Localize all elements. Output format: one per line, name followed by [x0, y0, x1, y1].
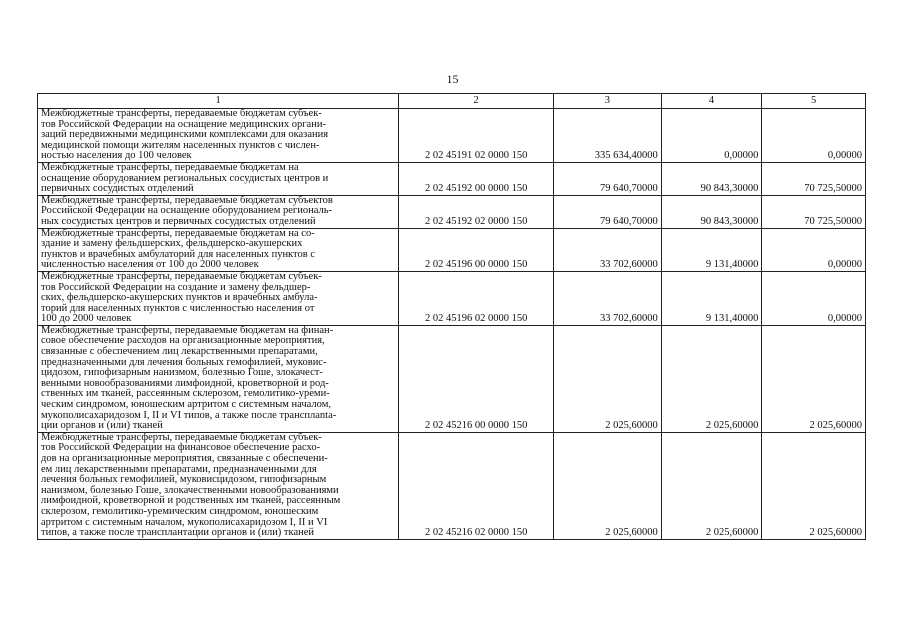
row-code: 2 02 45192 00 0000 150 [399, 162, 554, 195]
header-col-1: 1 [38, 94, 399, 109]
table-row [38, 228, 866, 271]
row-value-2: 9 131,40000 [661, 228, 762, 271]
row-value-2: 90 843,30000 [661, 195, 762, 228]
row-code: 2 02 45216 02 0000 150 [399, 432, 554, 539]
row-description: Межбюджетные трансферты, передаваемые бюджетам на оснащение оборудованием региональных сосудистых центров и первичных сосудистых отделений [38, 162, 399, 195]
row-code: 2 02 45216 00 0000 150 [399, 325, 554, 432]
row-value-3: 0,00000 [762, 271, 866, 325]
row-value-1: 33 702,60000 [554, 271, 662, 325]
row-value-2: 0,00000 [661, 109, 762, 163]
row-value-1: 2 025,60000 [554, 325, 662, 432]
row-value-1: 33 702,60000 [554, 228, 662, 271]
table-row [38, 325, 866, 432]
row-description: Межбюджетные трансферты, передаваемые бюджетам субъектов Российской Федерации на оснащение оборудованием региональ- ных сосудистых центров и первичных сосудистых отделений [38, 195, 399, 228]
row-code: 2 02 45196 00 0000 150 [399, 228, 554, 271]
header-row [38, 94, 866, 109]
row-value-3: 0,00000 [762, 109, 866, 163]
row-description: Межбюджетные трансферты, передаваемые бюджетам субъек- тов Российской Федерации на оснащение медицинских органи- заций передвижными медицинскими комплексами для оказания медицинской помощи жителям населенных пунктов с числен- ностью населения до 100 человек [38, 109, 399, 163]
header-col-3: 3 [554, 94, 662, 109]
row-description: Межбюджетные трансферты, передаваемые бюджетам на со- здание и замену фельдшерских, фельдшерско-акушерских пунктов и врачебных амбулаторий для населенных пунктов с численностью населения от 100 до 2000 человек [38, 228, 399, 271]
row-value-2: 90 843,30000 [661, 162, 762, 195]
row-description: Межбюджетные трансферты, передаваемые бюджетам на финан- совое обеспечение расходов на организационные мероприятия, связанные с обеспечением лиц лекарственными препаратами, предназначенными для лечения больных гемофилией, муковис- цидозом, гипофизарным нанизмом, болезнью Гоше, злокачест- венными новообразованиями лимфоидной, кроветворной и род- ственных им тканей, рассеянным склерозом, гемолитико-уреми- ческим синдромом, юношеским артритом с системным началом, мукополисахаридозом I, II и VI типов, а также после трансплanta- ции органов и (или) тканей [38, 325, 399, 432]
row-value-1: 79 640,70000 [554, 195, 662, 228]
table-row [38, 195, 866, 228]
row-value-3: 70 725,50000 [762, 162, 866, 195]
row-value-2: 9 131,40000 [661, 271, 762, 325]
row-value-2: 2 025,60000 [661, 432, 762, 539]
row-description: Межбюджетные трансферты, передаваемые бюджетам субъек- тов Российской Федерации на финансовое обеспечение расхо- дов на организационные мероприятия, связанные с обеспечени- ем лиц лекарственными препаратами, предназначенными для лечения больных гемофилией, муковисцидозом, гипофизарным нанизмом, болезнью Гоше, злокачественными новообразованиями лимфоидной, кроветворной и родственных им тканей, рассеянным склерозом, гемолитико-уремическим синдромом, юношеским артритом с системным началом, мукополисахаридозом I, II и VI типов, а также после трансплантации органов и (или) тканей [38, 432, 399, 539]
row-value-3: 2 025,60000 [762, 432, 866, 539]
row-value-1: 335 634,40000 [554, 109, 662, 163]
row-code: 2 02 45196 02 0000 150 [399, 271, 554, 325]
row-value-1: 79 640,70000 [554, 162, 662, 195]
header-col-5: 5 [762, 94, 866, 109]
row-code: 2 02 45192 02 0000 150 [399, 195, 554, 228]
table-row [38, 432, 866, 539]
row-value-1: 2 025,60000 [554, 432, 662, 539]
header-col-4: 4 [661, 94, 762, 109]
row-value-3: 2 025,60000 [762, 325, 866, 432]
row-description: Межбюджетные трансферты, передаваемые бюджетам субъек- тов Российской Федерации на создание и замену фельдшер- ских, фельдшерско-акушерских пунктов и врачебных амбула- торий для населенных пунктов с численностью населения от 100 до 2000 человек [38, 271, 399, 325]
page-number: 15 [446, 72, 459, 86]
row-value-2: 2 025,60000 [661, 325, 762, 432]
row-value-3: 0,00000 [762, 228, 866, 271]
table-row [38, 109, 866, 163]
budget-table [37, 93, 866, 540]
header-col-2: 2 [399, 94, 554, 109]
table-row [38, 271, 866, 325]
row-value-3: 70 725,50000 [762, 195, 866, 228]
row-code: 2 02 45191 02 0000 150 [399, 109, 554, 163]
table-row [38, 162, 866, 195]
